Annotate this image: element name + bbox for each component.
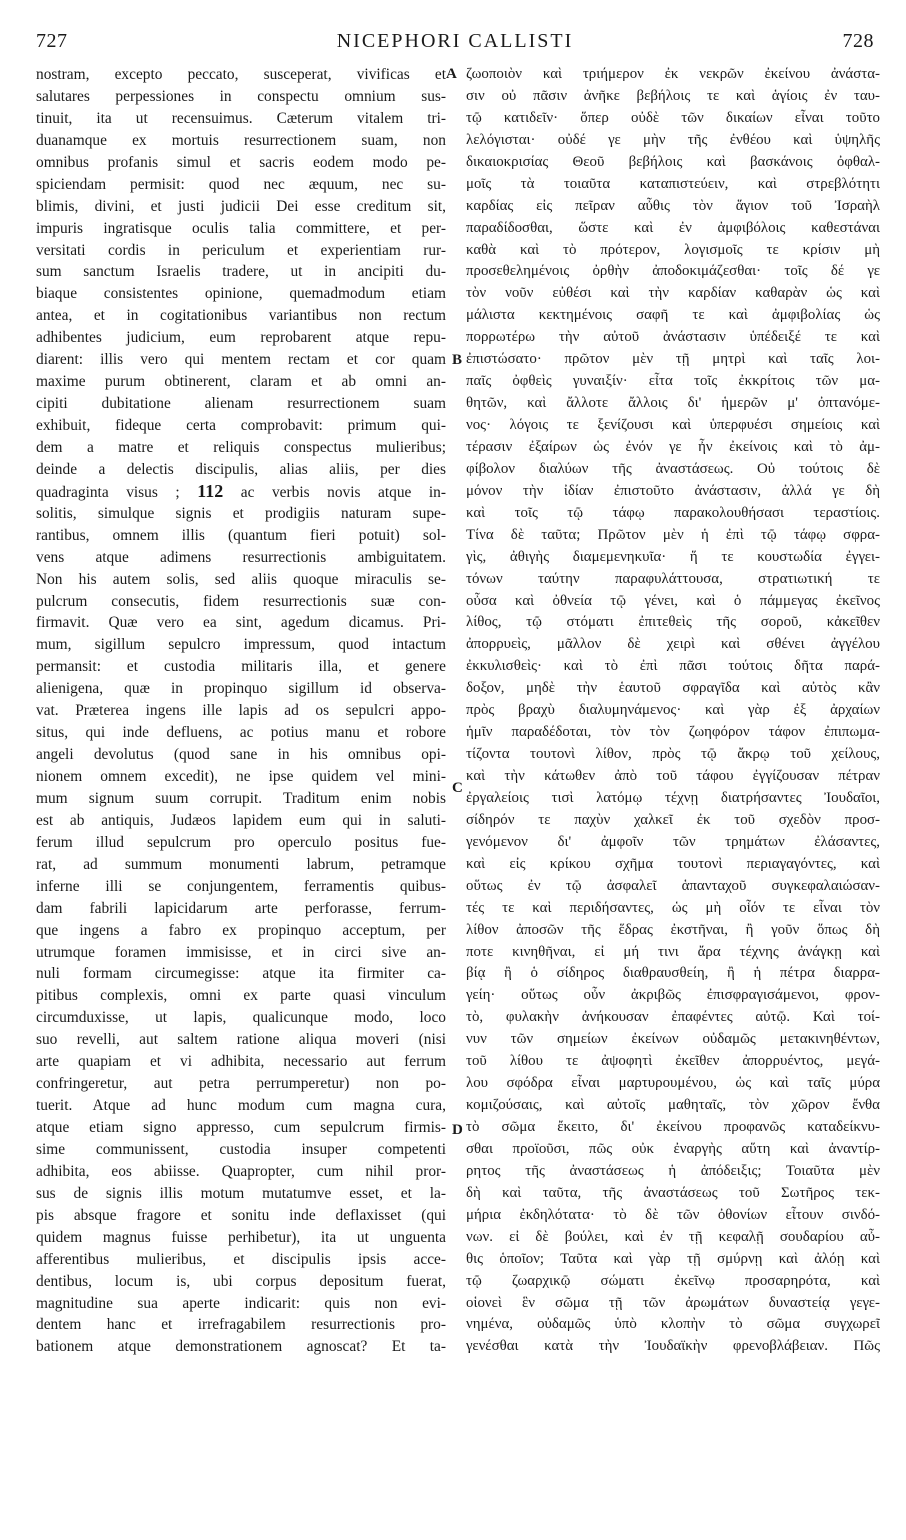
- greek-line: πρὸς βραχὺ διαλυμηνάμενος· καὶ γὰρ ἐξ ἀρχαίων: [466, 702, 880, 719]
- latin-line: dam fabrili lapicidarum arte perforasse, ferrum-: [36, 899, 446, 917]
- latin-line: [36, 481, 446, 503]
- latin-line: alienigena, quæ in propinquo sigillum id observa-: [36, 680, 446, 698]
- latin-line: vat. Præterea ingens ille lapis ad os sepulcri appo-: [36, 702, 446, 720]
- greek-line: παραδίδοσθαι, ὥστε καὶ ἐν ἀμφιβόλοις καθεστάναι: [466, 219, 880, 236]
- page-number-right: 728: [842, 30, 874, 52]
- latin-line: magnitudine sua aperte indicarit: quis non evi-: [36, 1294, 446, 1312]
- greek-line: δοξον, μηδὲ τὴν ἑαυτοῦ σφραγῖδα καὶ αὐτὸς κἂν: [466, 680, 880, 697]
- latin-line: quidem magnus fuisse perhibetur), ita ut unguenta: [36, 1228, 446, 1246]
- latin-line: dem a matre et reliquis conspectus mulieribus;: [36, 438, 446, 456]
- greek-line: καθὰ καὶ τὸ πρότερον, λογισμοῖς τε κρίσιν μὴ: [466, 241, 880, 258]
- latin-line: rantibus, omnem illis (quantum fieri potuit) sol-: [36, 526, 446, 544]
- latin-line: arte quapiam et vi adhibita, necessario aut ferrum: [36, 1053, 446, 1071]
- greek-line: ἀπορρυεὶς, μᾶλλον δὲ χειρὶ καὶ σθένει ἀγγέλου: [466, 636, 880, 653]
- greek-line: πορρωτέρω τὴν αὐτοῦ ἀνάστασιν ὑπέδειξέ τε καὶ: [466, 329, 880, 346]
- latin-line: impuris ingratisque oculis talia committere, et per-: [36, 219, 446, 237]
- latin-line: que ingens a fabro ex propinquo acceptum, per: [36, 921, 446, 939]
- latin-line: dentibus, locum is, ubi corpus depositum fuerat,: [36, 1272, 446, 1290]
- latin-line: nuli formam circumegisse: atque ita firmiter ca-: [36, 965, 446, 983]
- greek-line: μόνον τὴν ἰδίαν ἐπιστοῦτο ἀνάστασιν, ἀλλά γε δὴ: [466, 482, 880, 499]
- greek-text-column: [466, 64, 880, 1358]
- greek-line: θητῶν, καὶ ἄλλοτε ἄλλοις δι' ἡμερῶν μ' ὀπτανόμε-: [466, 395, 880, 412]
- greek-line: σθαι προϊοῦσι, πῶς οὐκ ἐναργὴς αὕτη καὶ ἀναντίρ-: [466, 1140, 880, 1157]
- latin-line: cipiti dubitatione alienam resurrectionem suam: [36, 395, 446, 413]
- greek-line: προσεθελημένοις ὀρθὴν ἀποδοκιμάζεσθαι· τοῖς δέ γε: [466, 263, 880, 280]
- latin-line: duanamque ex mortuis resurrectionem suam, non: [36, 131, 446, 149]
- greek-line: νημένα, οὐδαμῶς ὑπὸ κλοπὴν τὸ σῶμα συγχωρεῖ: [466, 1316, 880, 1333]
- greek-line: ρητος τῆς ἀναστάσεως ἡ ἀπόδειξις; Τοιαῦτα μὲν: [466, 1162, 880, 1179]
- latin-line: tuerit. Atque ad hunc modum cum magna cura,: [36, 1097, 446, 1115]
- greek-line: λελόγισται· οὐδέ γε μὴν τῆς ἐνθέου καὶ ὑψηλῆς: [466, 131, 880, 148]
- running-header: [36, 30, 874, 60]
- greek-line: γείη· οὕτως οὖν ἀκριβῶς ἐπισφραγισάμενοι, φρον-: [466, 987, 880, 1004]
- latin-line: tinuit, ita ut recensuimus. Cæterum vitalem tri-: [36, 109, 446, 127]
- greek-line: δὴ καὶ ταῦτα, τῆς ἀναστάσεως τοῦ Σωτῆρος τεκ-: [466, 1184, 880, 1201]
- margin-marker-b: B: [452, 352, 463, 368]
- greek-line: κομιζούσαις, καὶ αὐτοῖς μαθηταῖς, τὸν χῶρον ἔνθα: [466, 1097, 880, 1114]
- greek-line: θις ὁποῖον; Ταῦτα καὶ γὰρ τῇ σμύρνῃ καὶ ἀλόῃ καὶ: [466, 1250, 880, 1267]
- latin-line: diarent: illis vero qui mentem rectam et cor quam: [36, 351, 446, 369]
- latin-line: situs, qui inde defluens, ac potius manu et robore: [36, 724, 446, 742]
- greek-line: τοῦ λίθου τε ἀψοφητὶ ἐκεῖθεν ἀπορρυέντος, μεγά-: [466, 1053, 880, 1070]
- latin-line-text: ac verbis novis atque in-: [240, 483, 446, 501]
- latin-line: antea, et in cogitationibus variantibus non rectum: [36, 307, 446, 325]
- greek-line: τῷ κατιδεῖν· ὅπερ οὐδὲ τῶν δικαίων εἶναι τοῦτο: [466, 109, 880, 126]
- greek-line: νων. εἰ δὲ βούλει, καὶ ἐν τῇ κεφαλῇ σουδαρίου αὖ-: [466, 1228, 880, 1245]
- greek-line: ἐργαλείοις τισὶ λατόμῳ τέχνῃ διατρήσαντες Ἰουδαῖοι,: [466, 789, 880, 806]
- greek-line: τίζοντα τουτονὶ λίθον, πρὸς τῷ ἄκρῳ τοῦ χείλους,: [466, 746, 880, 763]
- latin-line: angeli devolutus (quod sane in his omnibus opi-: [36, 746, 446, 764]
- latin-line: pitibus complexis, omni ex parte quasi vinculum: [36, 987, 446, 1005]
- greek-line: δικαιοκρισίας Θεοῦ βεβήλοις καὶ βασκάνοις ὀφθαλ-: [466, 153, 880, 170]
- latin-line: adhibentes judicium, eum reprobarent atque repu-: [36, 329, 446, 347]
- greek-line: καὶ εἰς κρίκου σχῆμα τουτονὶ περιαγαγόντες, καὶ: [466, 855, 880, 872]
- latin-line: firmavit. Quæ vero ea sint, agedum dicamus. Pri-: [36, 614, 446, 632]
- latin-line: adhibita, eos abiisse. Quapropter, cum nihil pror-: [36, 1162, 446, 1180]
- greek-line: νυν τῶν σημείων ἐκείνων οὐδαμῶς μετακινηθέντων,: [466, 1031, 880, 1048]
- latin-line: spiciendam permisit: quod nec æquum, nec su-: [36, 175, 446, 193]
- margin-marker-c: C: [452, 780, 463, 796]
- greek-line: λίθος, τῷ στόματι ἐπιτεθεὶς τῆς σοροῦ, κἀκεῖθεν: [466, 614, 880, 631]
- latin-text-column: [36, 64, 446, 1358]
- latin-line-text: quadraginta visus ;: [36, 483, 180, 501]
- latin-line: sum sanctum Israelis tradere, ut in ancipiti du-: [36, 263, 446, 281]
- greek-line: τὸ σῶμα ἔκειτο, δι' ἐκείνου προφανῶς καταδείκνυ-: [466, 1119, 880, 1135]
- latin-line: sus de signis illis motum mutatumve esset, et la-: [36, 1184, 446, 1202]
- greek-line: καρδίας εἰς πεῖραν αὖθις τὸν ἅγιον τοῦ Ἰσραὴλ: [466, 197, 880, 214]
- latin-line: permansit: et custodia militaris illa, et genere: [36, 658, 446, 676]
- latin-line: vens atque adimens resurrectionis ambiguitatem.: [36, 548, 446, 566]
- latin-line: maxime purum obtinerent, claram et ab omni an-: [36, 373, 446, 391]
- greek-line: μήρια ἐκδηλότατα· τὸ δὲ τῶν ὀθονίων εἶτουν σινδό-: [466, 1206, 880, 1223]
- greek-line: τέρασιν ἐξαίρων ὡς ἐνόν γε ἦν ἐκείνοις καὶ τὸ ἀμ-: [466, 438, 880, 455]
- greek-line: τῷ ζωαρχικῷ σώματι ἐκεῖνῳ προσαρηρότα, καὶ: [466, 1272, 880, 1289]
- latin-line: blimis, divini, et justi judicii Dei esse creditum sit,: [36, 197, 446, 215]
- greek-line: γὶς, ἀθιγὴς διαμεμενηκυῖα· ἥ τε κουστωδία ἐγγει-: [466, 548, 880, 565]
- margin-marker-a: A: [446, 66, 457, 82]
- greek-line: καὶ τοῖς τῷ τάφῳ παρακολουθήσασι τεραστίοις.: [466, 504, 880, 521]
- latin-line: ferum illud sepulcrum pro operculo positus fue-: [36, 833, 446, 851]
- greek-line: νος· λόγοις τε ξενίζουσι καὶ ὑπερφυέσι σημείοις καὶ: [466, 417, 880, 433]
- greek-line: τές τε καὶ περιδήσαντες, ὡς μὴ οἷόν τε εἶναι τὸν: [466, 899, 880, 916]
- greek-line: ζωοποιὸν καὶ τριήμερον ἐκ νεκρῶν ἐκείνου ἀνάστα-: [466, 66, 880, 82]
- latin-line: rat, ad summum monumenti labrum, petramque: [36, 855, 446, 873]
- greek-line: οὖσα καὶ ὀθνεία τῷ γένει, καὶ ὁ πάμμεγας ἐκεῖνος: [466, 592, 880, 609]
- latin-line: mum, sigillum sepulcro impressum, quod intactum: [36, 636, 446, 654]
- greek-line: σίδηρόν τε παχὺν χαλκεῖ ἐκ τοῦ σχεδὸν προσ-: [466, 811, 880, 828]
- latin-line: omnibus profanis simul et sacris eodem modo pe-: [36, 153, 446, 171]
- latin-line: pulcrum consecutis, fidem resurrectionis suæ con-: [36, 592, 446, 610]
- latin-line: nostram, excepto peccato, susceperat, vivificas et: [36, 66, 446, 83]
- greek-line: φίβολον διαλύων τῆς ἀναστάσεως. Οὐ τούτοις δὲ: [466, 460, 880, 477]
- latin-line: versitati cordis in periculum et experientiam rur-: [36, 241, 446, 259]
- latin-line: exhibuit, fideque certa comprobavit: primum qui-: [36, 417, 446, 434]
- latin-line: deinde a delectis discipulis, alias aliis, per dies: [36, 460, 446, 478]
- greek-line: ἡμῖν παραδέδοται, τὸν τὸν ζωηφόρον τάφον ἐπιπωμα-: [466, 724, 880, 741]
- latin-line: mum signum suum corrupit. Traditum enim nobis: [36, 789, 446, 807]
- latin-line: pis absque fragore et sonitu inde deflaxisset (qui: [36, 1206, 446, 1224]
- latin-line: biaque consistentes opinione, quemadmodum etiam: [36, 285, 446, 303]
- latin-line: sime communissent, custodia insuper competenti: [36, 1140, 446, 1158]
- greek-line: μοῖς τὰ τοιαῦτα καταπιστεύειν, καὶ στρεβλότητι: [466, 175, 880, 192]
- latin-line: bationem atque demonstrationem agnoscat? Et ta-: [36, 1338, 446, 1356]
- latin-line: est ab antiquis, Judæos lapidem eum qui in saluti-: [36, 811, 446, 829]
- latin-line: afferentibus mulieribus, et discipulis ipsis acce-: [36, 1250, 446, 1268]
- latin-line: circumduxisse, ut lapis, qualicunque modo, loco: [36, 1009, 446, 1027]
- greek-line: γενέσθαι κατὰ τὴν Ἰουδαϊκὴν φρενοβλάβειαν. Πῶς: [466, 1338, 880, 1355]
- latin-line: salutares perpessiones in conspectu omnium sus-: [36, 87, 446, 105]
- greek-line: λίθον ἀποσῶν τῆς ἕδρας ἐκστῆναι, ἢ γοῦν ὅπως δὴ: [466, 921, 880, 938]
- greek-line: γενόμενον δι' ἀμφοῖν τῶν τρημάτων ἐλάσαντες,: [466, 833, 880, 850]
- greek-line: μάλιστα κεκτημένοις σαφῆ τε καὶ ἀμφιβολίας ὡς: [466, 307, 880, 324]
- greek-line: τὸ, φυλακὴν ἀνήκουσαν ἐπαφέντες αὐτῷ. Καὶ τοί-: [466, 1009, 880, 1026]
- greek-line: παῖς ὀφθεὶς γυναιξίν· εἶτα τοῖς ἐκκρίτοις τῶν μα-: [466, 373, 880, 390]
- latin-line: utrumque foramen immisisse, et in circi sive an-: [36, 943, 446, 961]
- greek-line: καὶ τὴν κάτωθεν ἀπὸ τοῦ τάφου ἐγγίζουσαν πέτραν: [466, 768, 880, 784]
- greek-line: τὸν νοῦν εὐθέσι καὶ τὴν καρδίαν καθαρὰν ὡς καὶ: [466, 285, 880, 302]
- section-number: 112: [197, 480, 224, 501]
- greek-line: ἐπιστώσατο· πρῶτον μὲν τῇ μητρὶ καὶ ταῖς λοι-: [466, 351, 880, 368]
- greek-line: τόνων ταύτην παραφυλάττουσα, στρατιωτική τε: [466, 570, 880, 587]
- greek-line: σιν οὐ πᾶσιν ἀνῆκε βεβήλοις τε καὶ ἁγίοις ἐν ταυ-: [466, 87, 880, 104]
- latin-line: atque etiam signo appresso, cum sepulcrum firmis-: [36, 1119, 446, 1136]
- latin-line: suo revelli, aut saltem ratione aliqua moveri (nisi: [36, 1031, 446, 1049]
- greek-line: ποτε κινηθῆναι, εἰ μή τινι ἄρα τέχνης ἀνάγκῃ καὶ: [466, 943, 880, 960]
- greek-line: οὕτως ἐν τῷ ἀσφαλεῖ ἁπανταχοῦ συγκεφαλαιώσαν-: [466, 877, 880, 894]
- latin-line: Non his autem solis, sed aliis quoque miraculis se-: [36, 570, 446, 588]
- running-title: NICEPHORI CALLISTI: [336, 30, 574, 52]
- greek-line: Τίνα δὲ ταῦτα; Πρῶτον μὲν ἡ ἐπὶ τῷ τάφῳ σφρα-: [466, 526, 880, 543]
- page-number-left: 727: [36, 30, 68, 52]
- latin-line: solitis, simulque signis et prodigiis naturam supe-: [36, 504, 446, 522]
- greek-line: λου σφόδρα εἶναι μαρτυρουμένου, ὡς καὶ ταῖς μύρα: [466, 1075, 880, 1092]
- latin-line: inferne illi se conjungentem, ferramentis quibus-: [36, 877, 446, 895]
- greek-line: οἱονεὶ ἓν σῶμα τῇ τῶν ἀρωμάτων δυναστείᾳ γεγε-: [466, 1294, 880, 1311]
- greek-line: ἐκκυλισθεὶς· καὶ τὸ ἐπὶ πᾶσι τούτοις δῆτα παρά-: [466, 658, 880, 675]
- latin-line: dentem hanc et irrefragabilem resurrectionis pro-: [36, 1316, 446, 1334]
- latin-line: confringeretur, aut petra perrumperetur) non po-: [36, 1075, 446, 1093]
- latin-line: nionem omnem excedit), ne ipse quidem vel mini-: [36, 768, 446, 785]
- margin-marker-d: D: [452, 1122, 463, 1138]
- greek-line: βίᾳ ἢ ὁ σίδηρος διαθραυσθείη, ἢ ἡ πέτρα διαρρα-: [466, 965, 880, 982]
